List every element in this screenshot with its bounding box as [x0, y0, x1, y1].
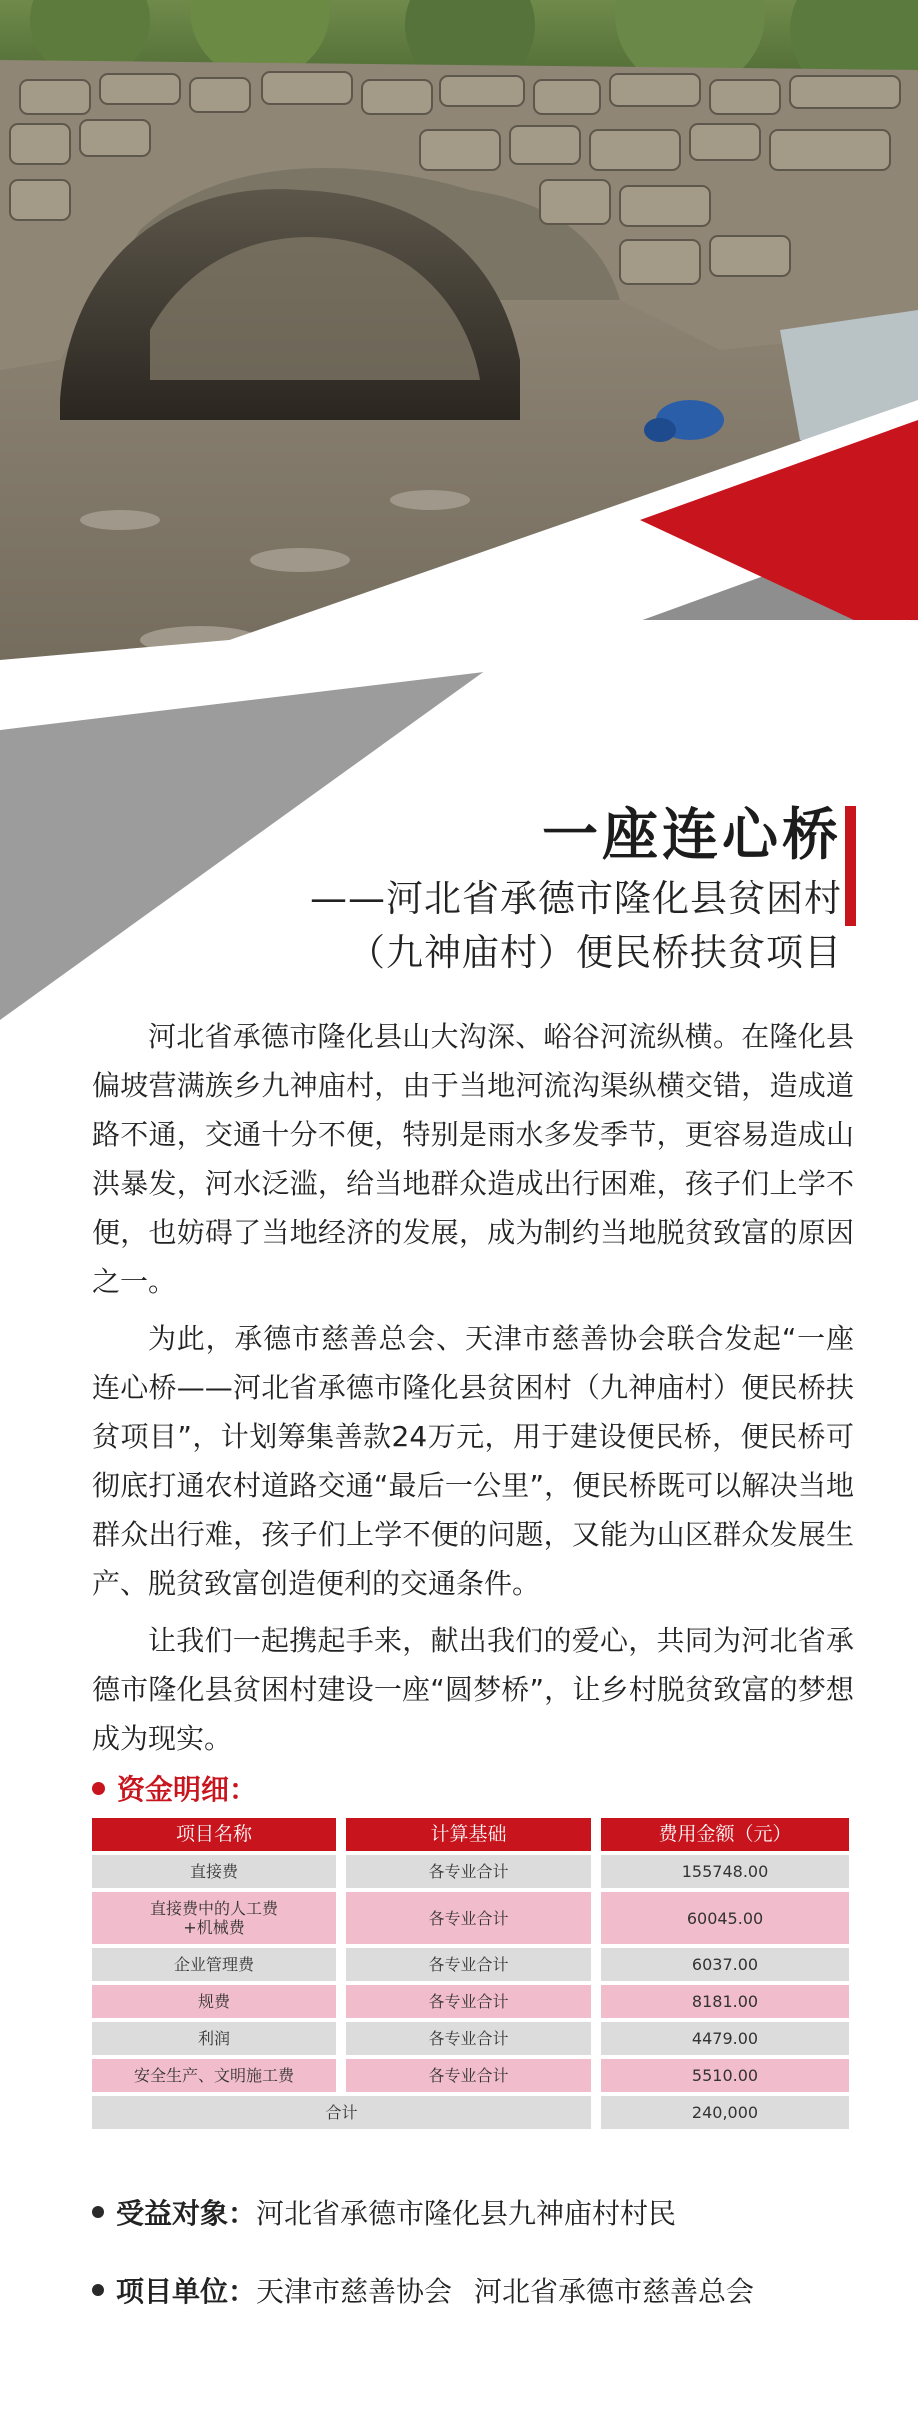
fund-table	[92, 1818, 849, 2133]
paragraph-project: 为此，承德市慈善总会、天津市慈善协会联合发起“一座连心桥——河北省承德市隆化县贫困村（九神庙村）便民桥扶贫项目”，计划筹集善款24万元，用于建设便民桥，便民桥可彻底打通农村道路交通“最后一公里”，便民桥既可以解决当地群众出行难，孩子们上学不便的问题，又能为山区群众发展生产、脱贫致富创造便利的交通条件。	[92, 1322, 854, 1600]
table-row	[92, 1855, 849, 1888]
title-block	[310, 800, 842, 980]
bullet-icon	[92, 1782, 105, 1795]
row-name: 安全生产、文明施工费	[92, 2059, 336, 2092]
paragraph-intro: 河北省承德市隆化县山大沟深、峪谷河流纵横。在隆化县偏坡营满族乡九神庙村，由于当地河流沟渠纵横交错，造成道路不通，交通十分不便，特别是雨水多发季节，更容易造成山洪暴发，河水泛滥，给当地群众造成出行困难，孩子们上学不便，也妨碍了当地经济的发展，成为制约当地脱贫致富的原因之一。	[92, 1020, 854, 1298]
unit-chengde: 河北省承德市慈善总会	[474, 2275, 755, 2308]
paragraph-appeal: 让我们一起携起手来，献出我们的爱心，共同为河北省承德市隆化县贫困村建设一座“圆梦桥”，让乡村脱贫致富的梦想成为现实。	[92, 1624, 854, 1755]
table-row	[92, 1985, 849, 2018]
row-amount: 155748.00	[601, 1855, 849, 1888]
header-basis: 计算基础	[346, 1818, 591, 1851]
subtitle-line-2: （九神庙村）便民桥扶贫项目	[348, 931, 842, 974]
row-name: 直接费	[92, 1855, 336, 1888]
row-name-line-2: +机械费	[183, 1918, 245, 1937]
row-name: 利润	[92, 2022, 336, 2055]
table-row	[92, 2059, 849, 2092]
bullet-icon	[92, 2284, 104, 2296]
header-amount: 费用金额（元）	[601, 1818, 849, 1851]
table-row	[92, 1892, 849, 1944]
beneficiary-line	[92, 2192, 676, 2232]
main-title: 一座连心桥	[542, 803, 842, 868]
row-amount: 60045.00	[601, 1892, 849, 1944]
row-name-line-1: 直接费中的人工费	[149, 1899, 278, 1918]
header-item-name: 项目名称	[92, 1818, 336, 1851]
beneficiary-label: 受益对象：	[116, 2197, 257, 2230]
subtitle-line-1: ——河北省承德市隆化县贫困村	[310, 877, 842, 920]
row-basis: 各专业合计	[346, 1892, 591, 1944]
total-label: 合计	[92, 2096, 591, 2129]
fund-heading-label: 资金明细：	[117, 1773, 258, 1806]
units-line	[92, 2270, 754, 2310]
row-basis: 各专业合计	[346, 2022, 591, 2055]
row-amount: 8181.00	[601, 1985, 849, 2018]
beneficiary-value: 河北省承德市隆化县九神庙村村民	[256, 2197, 677, 2230]
row-amount: 5510.00	[601, 2059, 849, 2092]
bullet-icon	[92, 2206, 104, 2218]
row-basis: 各专业合计	[346, 2059, 591, 2092]
row-name	[92, 1892, 336, 1944]
fund-heading	[92, 1768, 257, 1808]
table-row	[92, 2022, 849, 2055]
title-accent-bar	[845, 806, 856, 926]
body-text	[92, 1012, 854, 1771]
row-amount: 4479.00	[601, 2022, 849, 2055]
table-total-row	[92, 2096, 849, 2129]
row-name: 企业管理费	[92, 1948, 336, 1981]
row-amount: 6037.00	[601, 1948, 849, 1981]
row-basis: 各专业合计	[346, 1855, 591, 1888]
unit-tianjin: 天津市慈善协会	[256, 2275, 453, 2308]
total-amount: 240,000	[601, 2096, 849, 2129]
row-basis: 各专业合计	[346, 1985, 591, 2018]
row-name: 规费	[92, 1985, 336, 2018]
table-header-row	[92, 1818, 849, 1851]
table-row	[92, 1948, 849, 1981]
row-basis: 各专业合计	[346, 1948, 591, 1981]
units-label: 项目单位：	[116, 2275, 257, 2308]
